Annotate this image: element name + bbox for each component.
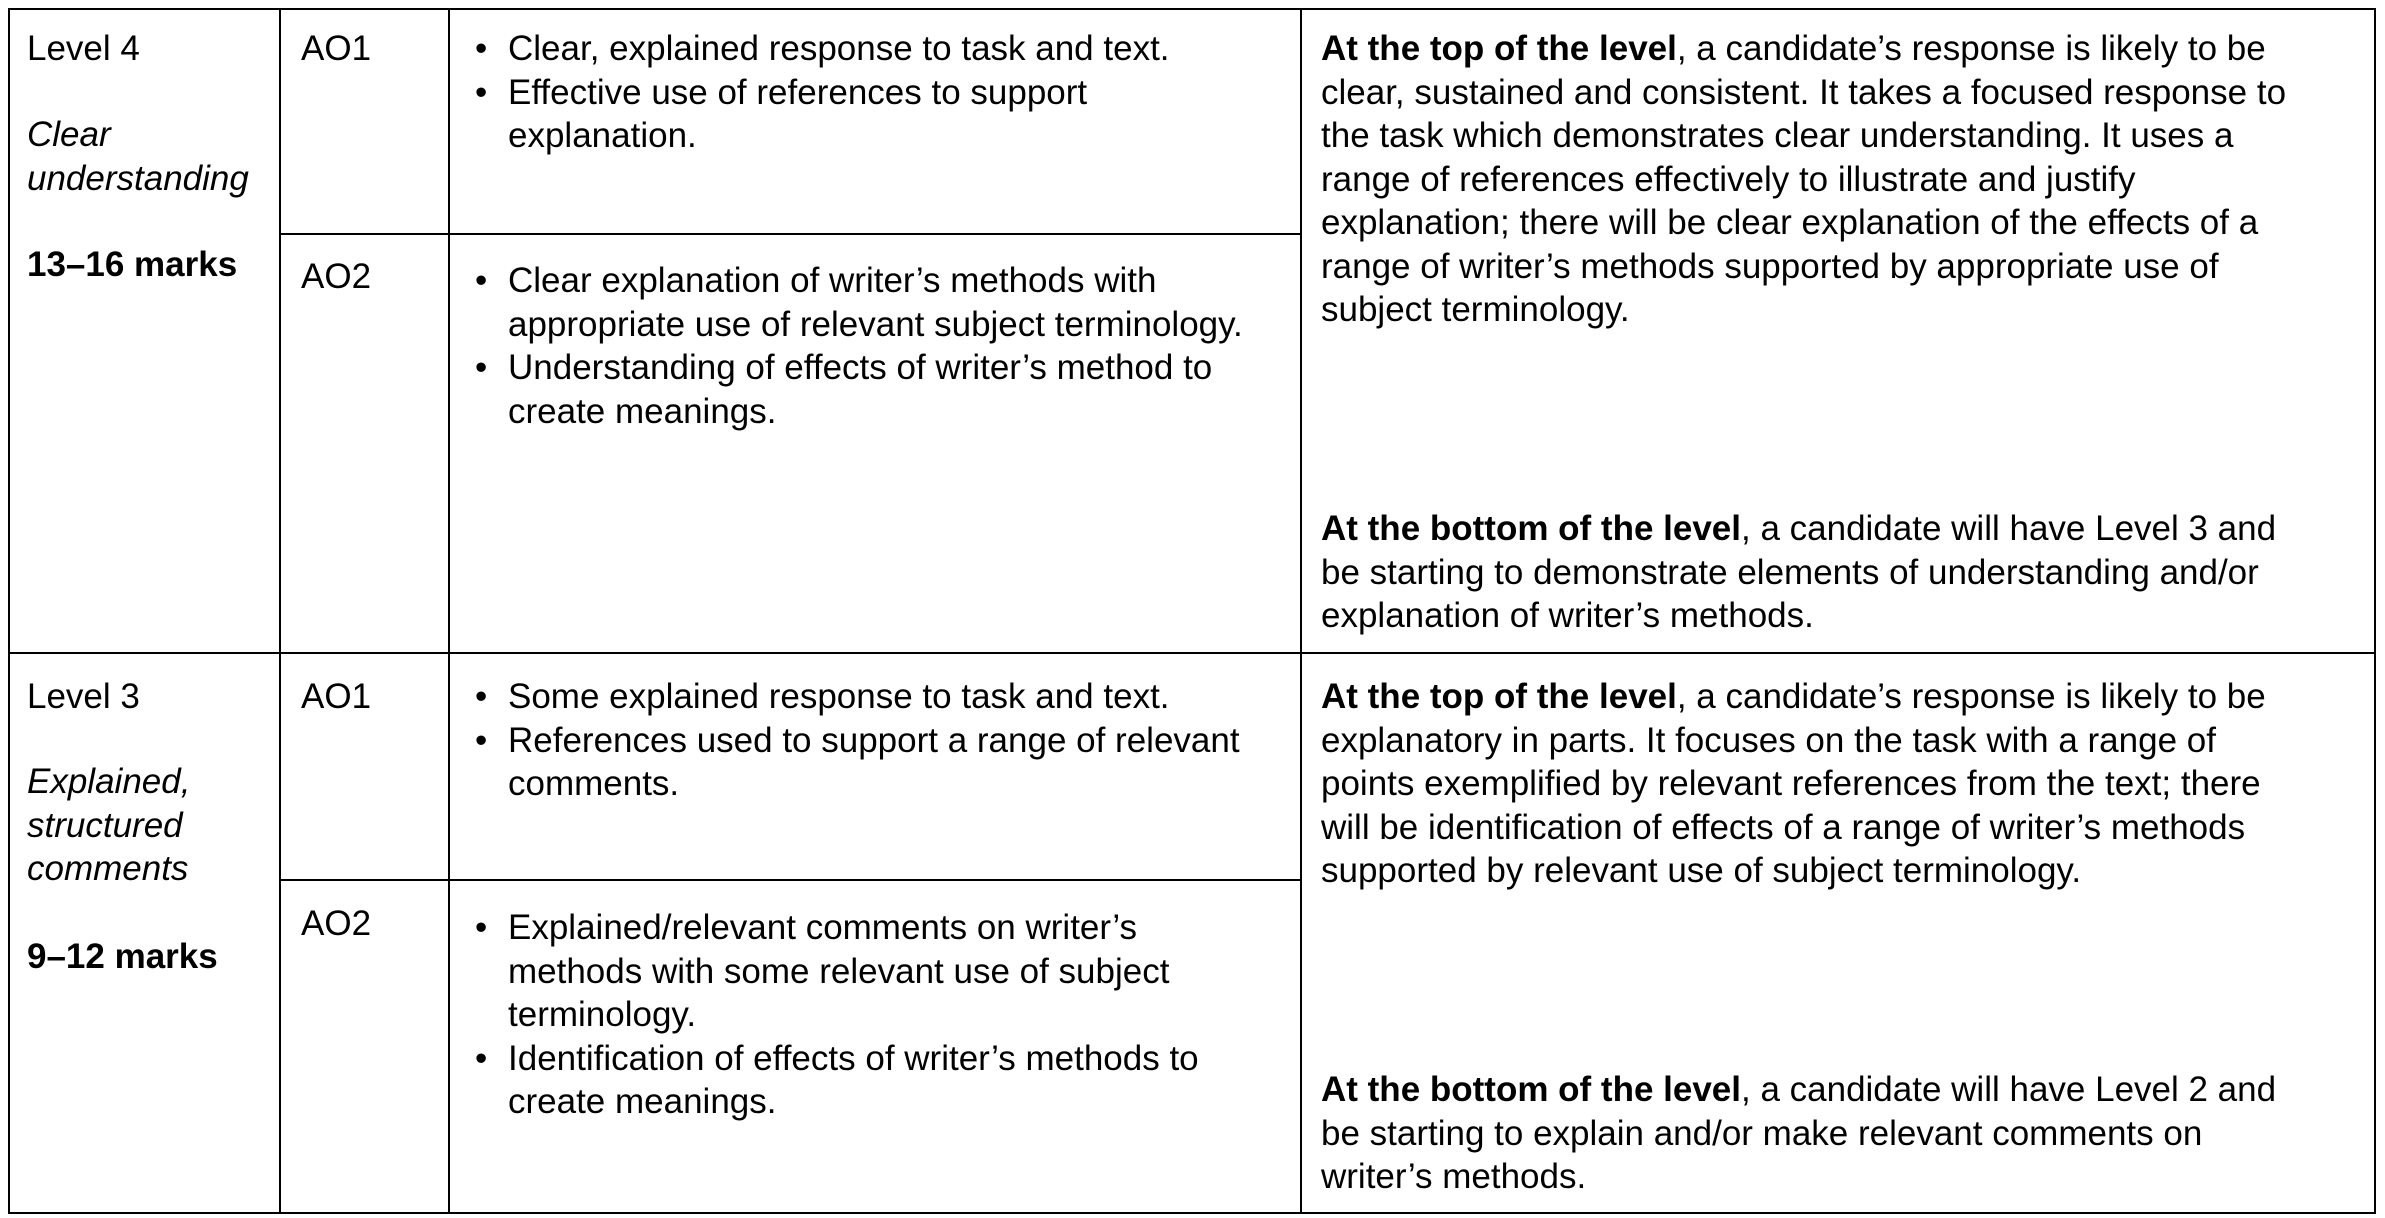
list-item: • Understanding of effects of writer’s method to create meanings. [475,348,1213,431]
ao2-label: AO2 [301,904,372,943]
ao1-label: AO1 [301,677,372,716]
level-descriptor: Explained, structured comments [27,762,191,888]
top-of-level-guidance: At the top of the level, a candidate’s response is likely to be clear, sustained and consistent. It takes a focused response to the task which demonstrates clear understanding. It uses a range of references effectively to illustrate and justify explanation; there will be clear explanation of the effects of a range of writer’s methods supported by appropriate use of subject terminology. [1321,29,2287,329]
level-name: Level 3 [27,677,140,716]
list-item: • Clear, explained response to task and text. [475,29,1170,68]
ao1-label: AO1 [301,29,372,68]
ao2-label: AO2 [301,257,372,296]
level-name: Level 4 [27,29,140,68]
list-item: • Effective use of references to support explanation. [475,72,1088,155]
bottom-of-level-guidance: At the bottom of the level, a candidate will have Level 2 and be starting to explain and/or make relevant comments on writer’s methods. [1321,1070,2277,1196]
list-item: • Clear explanation of writer’s methods with appropriate use of relevant subject terminology. [475,261,1243,344]
ao1-bullets [464,675,1240,806]
list-item: • References used to support a range of relevant comments. [475,720,1240,803]
top-of-level-guidance: At the top of the level, a candidate’s response is likely to be explanatory in parts. It focuses on the task with a range of points exemplified by relevant references from the text; there will be identification of effects of a range of writer’s methods supported by relevant use of subject terminology. [1321,677,2266,890]
level-marks: 9–12 marks [27,937,218,976]
level-descriptor: Clear understanding [27,115,249,198]
list-item: • Explained/relevant comments on writer’s methods with some relevant use of subject terminology. [475,908,1170,1034]
ao2-bullets [464,906,1199,1124]
list-item: • Identification of effects of writer’s methods to create meanings. [475,1038,1199,1121]
bottom-of-level-guidance: At the bottom of the level, a candidate will have Level 3 and be starting to demonstrate elements of understanding and/or explanation of writer’s methods. [1321,509,2277,635]
list-item: • Some explained response to task and text. [475,677,1170,716]
level-marks: 13–16 marks [27,245,238,284]
